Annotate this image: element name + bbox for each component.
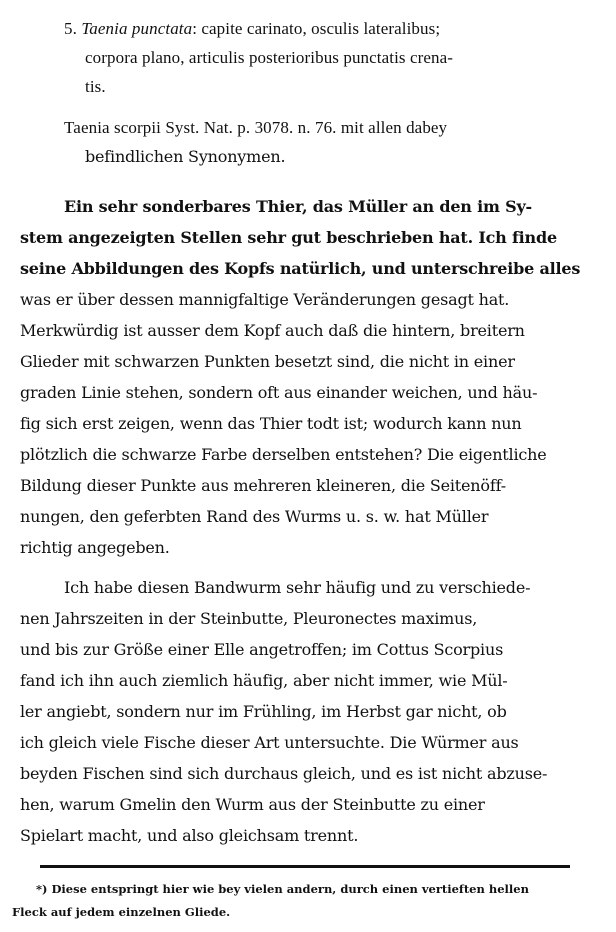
synonym-line-2: befindlichen Synonymen. [85,147,286,166]
body-p1-line-7: graden Linie stehen, sondern oft aus einander weichen, und häu- [20,383,538,402]
body-p2-line-1: Ich habe diesen Bandwurm sehr häufig und zu verschiede- [64,578,531,597]
body-p2-line-8: hen, warum Gmelin den Wurm aus der Steinbutte zu einer [20,795,485,814]
body-p1-line-6: Glieder mit schwarzen Punkten besetzt sind, die nicht in einer [20,352,515,371]
species-name: Taenia punctata [81,19,193,38]
body-p1-line-12: richtig angegeben. [20,538,170,557]
body-p2-line-2: nen Jahrszeiten in der Steinbutte, Pleuronectes maximus, [20,609,478,628]
body-p1-line-11: nungen, den geferbten Rand des Wurms u. s. w. hat Müller [20,507,489,526]
body-p2-line-6: ich gleich viele Fische dieser Art untersuchte. Die Würmer aus [20,733,519,752]
body-p1-line-2: stem angezeigten Stellen sehr gut beschrieben hat. Ich finde [20,228,557,247]
body-p1-line-1: Ein sehr sonderbares Thier, das Müller an den im Sy- [64,197,532,216]
synonym-line-1: Taenia scorpii Syst. Nat. p. 3078. n. 76. mit allen dabey [64,118,448,137]
footnote-line-1: *) Diese entspringt hier wie bey vielen andern, durch einen vertieften hellen [36,882,529,896]
species-heading-line [64,18,440,40]
body-p2-line-3: und bis zur Größe einer Elle angetroffen; im Cottus Scorpius [20,640,504,659]
body-p1-line-5: Merkwürdig ist ausser dem Kopf auch daß die hintern, breitern [20,321,525,340]
body-p2-line-4: fand ich ihn auch ziemlich häufig, aber nicht immer, wie Mül- [20,671,508,690]
body-p1-line-10: Bildung dieser Punkte aus mehreren kleineren, die Seitenöff- [20,476,506,495]
footnote-line-2: Fleck auf jedem einzelnen Gliede. [12,905,231,919]
body-p2-line-7: beyden Fischen sind sich durchaus gleich, und es ist nicht abzuse- [20,764,548,783]
species-diagnosis-line-2: corpora plano, articulis posterioribus punctatis crena- [85,48,454,67]
body-p2-line-9: Spielart macht, und also gleichsam trennt. [20,826,359,845]
body-p1-line-3: seine Abbildungen des Kopfs natürlich, und unterschreibe alles [20,259,581,278]
body-p1-line-9: plötzlich die schwarze Farbe derselben entstehen? Die eigentliche [20,445,547,464]
species-diagnosis-line-1: : capite carinato, osculis lateralibus; [192,19,441,38]
footnote-rule [40,865,570,868]
body-p1-line-8: fig sich erst zeigen, wenn das Thier todt ist; wodurch kann nun [20,414,522,433]
body-p2-line-5: ler angiebt, sondern nur im Frühling, im Herbst gar nicht, ob [20,702,507,721]
body-p1-line-4: was er über dessen mannigfaltige Veränderungen gesagt hat. [20,290,510,309]
species-diagnosis-line-3: tis. [85,77,106,96]
species-number: 5. [64,19,77,38]
